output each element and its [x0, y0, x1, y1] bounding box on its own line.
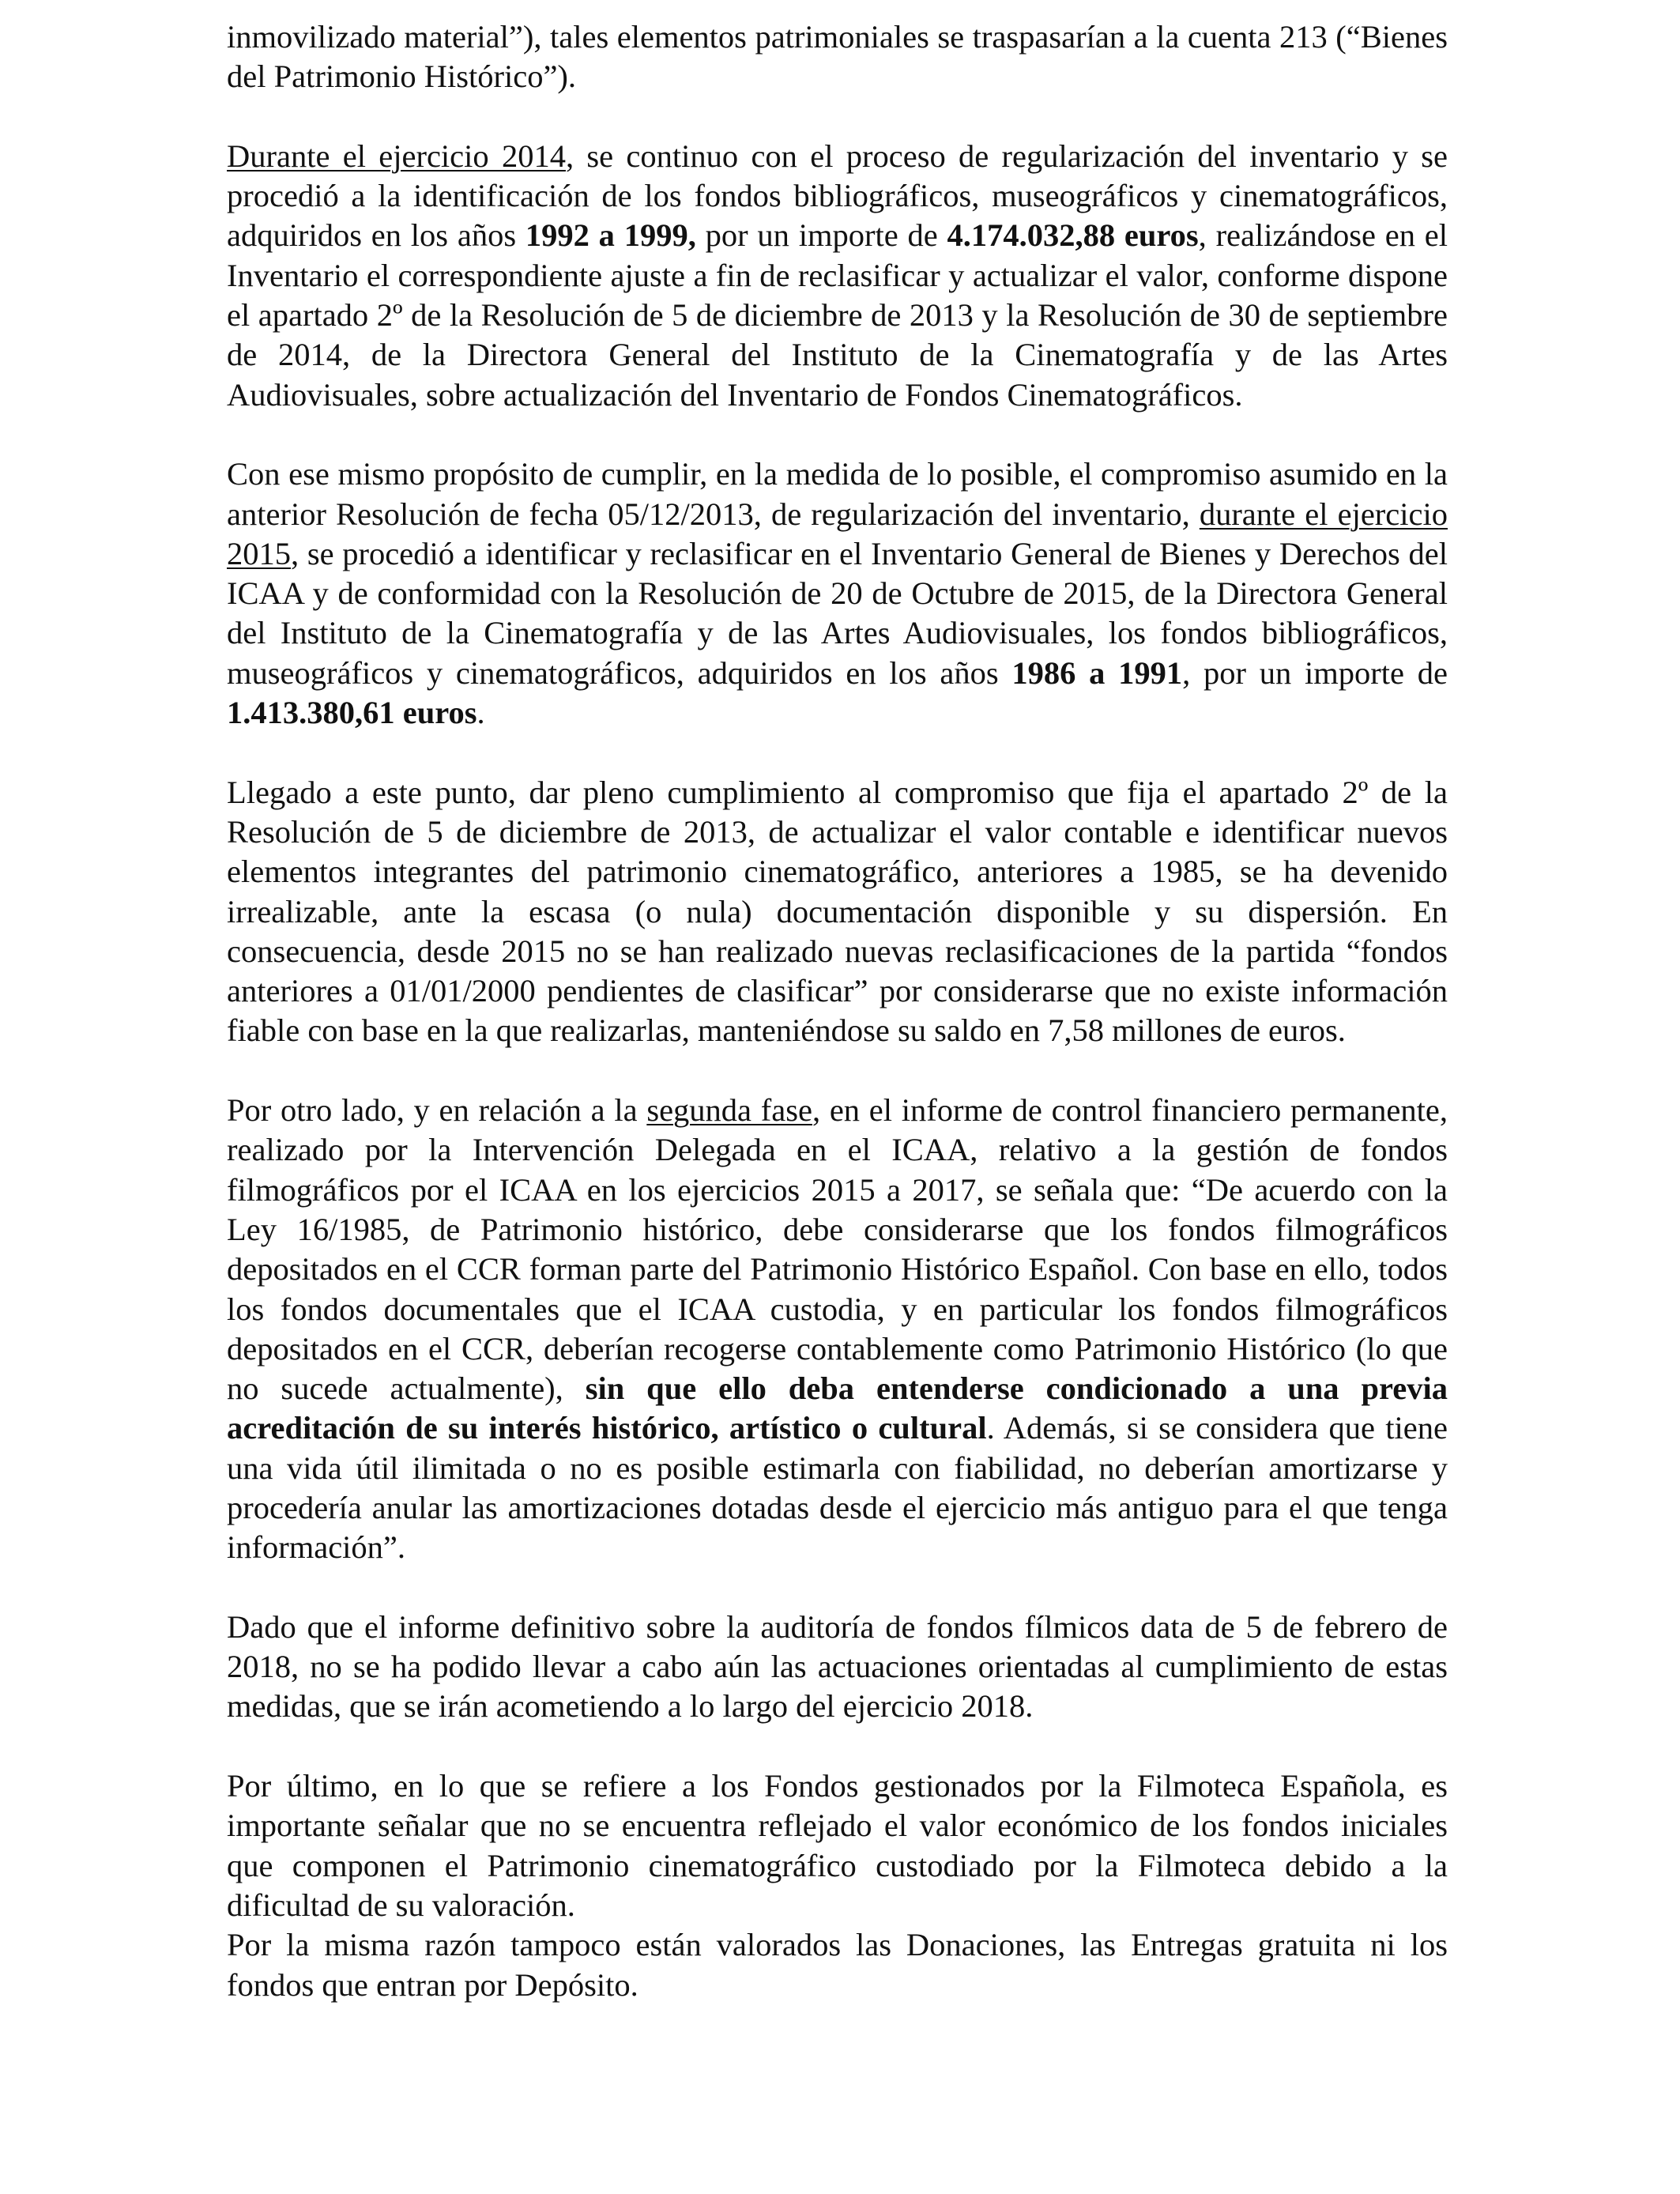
- paragraph-informe-definitivo: [227, 1608, 1448, 1727]
- paragraph-donaciones: [227, 1925, 1448, 2005]
- paragraph-ejercicio-2015: [227, 454, 1448, 733]
- underlined-text: segunda fase: [646, 1092, 812, 1129]
- underlined-heading-text: Durante el ejercicio 2014: [227, 138, 566, 174]
- paragraph-text: . Además, si se considera que tiene una vida útil ilimitada o no es posible estimarla con fiabilidad, no deberían amortizarse y procedería anular las amortizaciones dotadas desde el ejercicio más antiguo para el que tenga información”.: [227, 1410, 1448, 1566]
- paragraph-spacer: [227, 1568, 1448, 1608]
- paragraph-spacer: [227, 733, 1448, 772]
- bold-amount: 4.174.032,88 euros: [947, 217, 1199, 254]
- paragraph-text: inmovilizado material”), tales elementos patrimoniales se traspasarían a la cuenta 213 (“Bienes del Patrimonio Histórico”).: [227, 19, 1448, 95]
- paragraph-text: .: [477, 695, 485, 731]
- underlined-text: durante el ejercicio 2015: [227, 496, 1448, 571]
- bold-emphasis: sin que ello deba entenderse condicionado a una previa acreditación de su interés histórico, artístico o cultural: [227, 1370, 1448, 1446]
- paragraph-text: , por un importe de: [1182, 654, 1448, 691]
- paragraph-spacer: [227, 1051, 1448, 1091]
- bold-amount: 1.413.380,61 euros: [227, 695, 477, 731]
- paragraph-spacer: [227, 97, 1448, 137]
- paragraph-spacer: [227, 1727, 1448, 1766]
- paragraph-text: , se procedió a identificar y reclasificar en el Inventario General de Bienes y Derechos del ICAA y de conformidad con la Resolución de 20 de Octubre de 2015, de la Directora General del Instituto de la Cinematografía y de las Artes Audiovisuales, los fondos bibliográficos, museográficos y cinematográficos, adquiridos en los años: [227, 535, 1448, 691]
- paragraph-text: Por la misma razón tampoco están valorados las Donaciones, las Entregas gratuita ni los fondos que entran por Depósito.: [227, 1927, 1448, 2003]
- paragraph-filmoteca: [227, 1766, 1448, 1925]
- bold-years: 1986 a 1991: [1011, 654, 1183, 691]
- paragraph-continuation: [227, 17, 1448, 97]
- paragraph-text: , se continuo con el proceso de regularización del inventario y se procedió a la identificación de los fondos bibliográficos, museográficos y cinematográficos, adquiridos en los años: [227, 138, 1448, 254]
- paragraph-text: Por último, en lo que se refiere a los Fondos gestionados por la Filmoteca Española, es importante señalar que no se encuentra reflejado el valor económico de los fondos iniciales que componen el Patrimonio cinematográfico custodiado por la Filmoteca debido a la dificultad de su valoración.: [227, 1768, 1448, 1923]
- paragraph-segunda-fase: [227, 1091, 1448, 1568]
- paragraph-spacer: [227, 415, 1448, 454]
- paragraph-text: , en el informe de control financiero permanente, realizado por la Intervención Delegada en el ICAA, relativo a la gestión de fondos filmográficos por el ICAA en los ejercicios 2015 a 2017, se señala que: “De acuerdo con la Ley 16/1985, de Patrimonio histórico, debe considerarse que los fondos filmográficos depositados en el CCR forman parte del Patrimonio Histórico Español. Con base en ello, todos los fondos documentales que el ICAA custodia, y en particular los fondos filmográficos depositados en el CCR, deberían recogerse contablemente como Patrimonio Histórico (lo que no sucede actualmente),: [227, 1092, 1448, 1407]
- paragraph-text: Por otro lado, y en relación a la: [227, 1092, 647, 1129]
- document-page: [227, 17, 1448, 2005]
- paragraph-compromiso: [227, 773, 1448, 1051]
- paragraph-text: Llegado a este punto, dar pleno cumplimiento al compromiso que fija el apartado 2º de la Resolución de 5 de diciembre de 2013, de actualizar el valor contable e identificar nuevos elementos integrantes del patrimonio cinematográfico, anteriores a 1985, se ha devenido irrealizable, ante la escasa (o nula) documentación disponible y su dispersión. En consecuencia, desde 2015 no se han realizado nuevas reclasificaciones de la partida “fondos anteriores a 01/01/2000 pendientes de clasificar” por considerarse que no existe información fiable con base en la que realizarlas, manteniéndose su saldo en 7,58 millones de euros.: [227, 774, 1448, 1049]
- paragraph-text: por un importe de: [695, 217, 947, 254]
- paragraph-text: Con ese mismo propósito de cumplir, en la medida de lo posible, el compromiso asumido en la anterior Resolución de fecha 05/12/2013, de regularización del inventario,: [227, 456, 1448, 532]
- paragraph-ejercicio-2014: [227, 137, 1448, 415]
- paragraph-text: Dado que el informe definitivo sobre la auditoría de fondos fílmicos data de 5 de febrero de 2018, no se ha podido llevar a cabo aún las actuaciones orientadas al cumplimiento de estas medidas, que se irán acometiendo a lo largo del ejercicio 2018.: [227, 1608, 1448, 1725]
- bold-years: 1992 a 1999,: [525, 217, 696, 254]
- paragraph-text: , realizándose en el Inventario el correspondiente ajuste a fin de reclasificar y actualizar el valor, conforme dispone el apartado 2º de la Resolución de 5 de diciembre de 2013 y la Resolución de 30 de septiembre de 2014, de la Directora General del Instituto de la Cinematografía y de las Artes Audiovisuales, sobre actualización del Inventario de Fondos Cinematográficos.: [227, 217, 1448, 413]
